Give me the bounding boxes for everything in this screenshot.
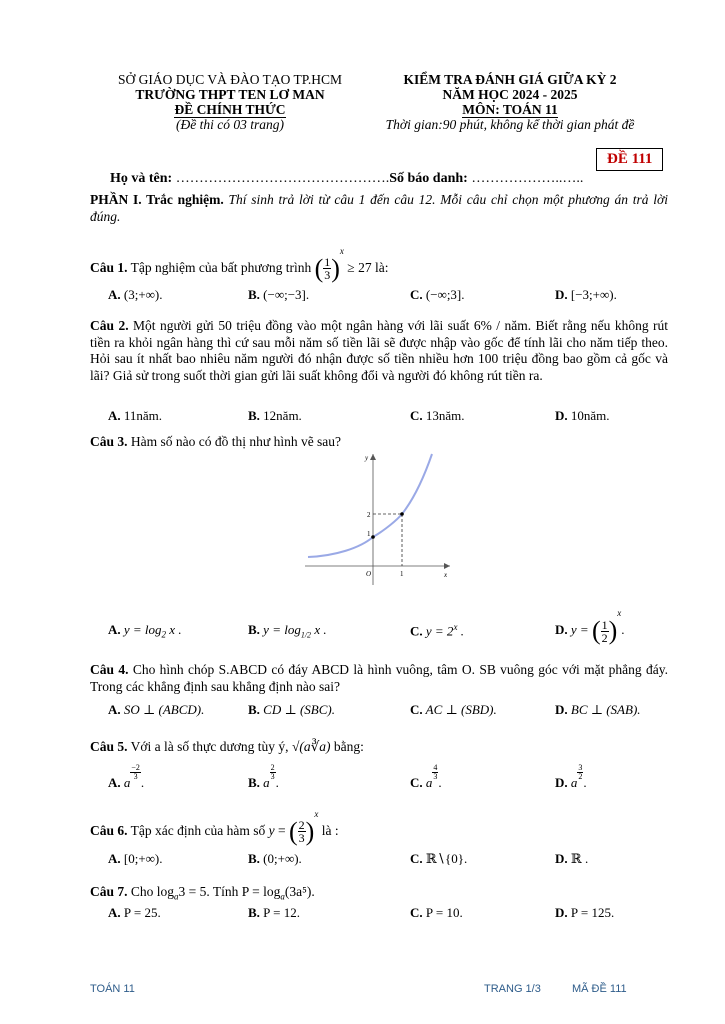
q7-text3: (3a⁵). bbox=[284, 884, 315, 899]
tick-y-1: 1 bbox=[367, 530, 371, 538]
page-count-note: (Đề thi có 03 trang) bbox=[176, 117, 284, 132]
q3-option-a[interactable]: A. $y = \log_2 x$ . bbox=[108, 622, 182, 640]
q1-option-b[interactable]: B. (−∞;−3]. bbox=[248, 287, 310, 302]
exam-code-box: ĐỀ 111 bbox=[596, 148, 663, 171]
q6-option-c[interactable]: C. ℝ∖{0}. bbox=[410, 851, 468, 866]
q4-label: Câu 4. bbox=[90, 662, 129, 677]
q3-text: Hàm số nào có đồ thị như hình vẽ sau? bbox=[130, 434, 342, 449]
point-0-1 bbox=[371, 535, 375, 539]
school-name: TRƯỜNG THPT TEN LƠ MAN bbox=[135, 87, 325, 102]
q7-option-c[interactable]: C. P = 10. bbox=[410, 905, 463, 920]
q1-tail: ≥ 27 là: bbox=[347, 260, 389, 275]
id-dots: ………………..….. bbox=[471, 171, 584, 186]
q4-text: Cho hình chóp S.ABCD có đáy ABCD là hình vuông, tâm O. SB vuông góc với mặt phẳng đáy. Trong các khẳng định sau khẳng định nào sai? bbox=[90, 662, 668, 694]
q3-option-c[interactable]: C. $y = 2^x$ . bbox=[410, 622, 464, 639]
q1-text: Tập nghiệm của bất phương trình bbox=[130, 260, 312, 275]
question-4 bbox=[90, 662, 668, 695]
exam-title: KIỂM TRA ĐÁNH GIÁ GIỮA KỲ 2 bbox=[403, 72, 617, 87]
q5-tail: bằng: bbox=[333, 739, 364, 754]
q6-text: Tập xác định của hàm số bbox=[130, 823, 266, 838]
x-label: x bbox=[444, 571, 448, 579]
q5-option-c[interactable]: C. a $\frac{4}{3}$ . bbox=[410, 763, 442, 790]
official-label: ĐỀ CHÍNH THỨC bbox=[174, 102, 286, 117]
q7-option-d[interactable]: D. P = 125. bbox=[555, 905, 615, 920]
q5-text: Với a là số thực dương tùy ý, bbox=[130, 739, 289, 754]
q1-option-a[interactable]: A. (3;+∞). bbox=[108, 287, 163, 302]
q5-option-a[interactable]: A. a $\frac{-2}{3}$ . bbox=[108, 763, 145, 790]
time-note: Thời gian:90 phút, không kể thời gian phát đề bbox=[385, 117, 635, 132]
q6-option-b[interactable]: B. (0;+∞). bbox=[248, 851, 302, 866]
q3-label: Câu 3. bbox=[90, 434, 128, 449]
q1-option-c[interactable]: C. (−∞;3]. bbox=[410, 287, 465, 302]
q3-option-d[interactable]: D. y = ( $\frac{1}{2}$ )$^x$. bbox=[555, 608, 625, 646]
q4-option-c[interactable]: C. AC ⊥ (SBD). bbox=[410, 702, 497, 717]
q4-option-b[interactable]: B. CD ⊥ (SBC). bbox=[248, 702, 335, 717]
q7-text2: 3 = 5. Tính P = log bbox=[178, 884, 281, 899]
q7-option-b[interactable]: B. P = 12. bbox=[248, 905, 301, 920]
question-6: Câu 6. Tập xác định của hàm số y = ( $\frac{2}{3}$ )$^x$ là : bbox=[90, 809, 339, 846]
origin-label: O bbox=[366, 570, 372, 578]
point-1-2 bbox=[400, 512, 404, 516]
exp-curve bbox=[308, 454, 432, 557]
q2-option-a[interactable]: A. 11năm. bbox=[108, 408, 163, 423]
q2-option-d[interactable]: D. 10năm. bbox=[555, 408, 610, 423]
y-axis-arrow bbox=[370, 454, 376, 460]
q3-option-b[interactable]: B. $y = \log_{1/2} x$ . bbox=[248, 622, 327, 640]
q6-option-d[interactable]: D. ℝ . bbox=[555, 851, 589, 866]
question-7: Câu 7. Cho $\log_a3 = 5$. Tính $P = \log_a(3a^5)$. bbox=[90, 884, 315, 902]
q6-option-a[interactable]: A. [0;+∞). bbox=[108, 851, 163, 866]
tick-x-1: 1 bbox=[400, 570, 404, 578]
footer-page: TRANG 1/3 bbox=[484, 983, 541, 995]
q5-option-b[interactable]: B. a $\frac{2}{3}$ . bbox=[248, 763, 279, 790]
q2-option-c[interactable]: C. 13năm. bbox=[410, 408, 465, 423]
q4-option-d[interactable]: D. BC ⊥ (SAB). bbox=[555, 702, 641, 717]
q6-label: Câu 6. bbox=[90, 823, 128, 838]
q7-text: Cho log bbox=[130, 884, 175, 899]
question-3 bbox=[90, 434, 668, 451]
q2-text: Một người gửi 50 triệu đồng vào một ngân hàng với lãi suất 6% / năm. Biết rằng nếu không rút tiền ra khỏi ngân hàng thì cứ sau mỗi năm số tiền lãi sẽ được nhập vào gốc để tính lãi cho năm tiếp theo. Hỏi sau ít nhất bao nhiêu năm người đó nhận được số tiền nhiều hơn 100 triệu đồng bao gồm cả gốc và lãi? Giả sử trong suốt thời gian gửi lãi suất không đổi và người đó không rút tiền ra. bbox=[90, 318, 669, 383]
question-2 bbox=[90, 318, 668, 384]
q5-label: Câu 5. bbox=[90, 739, 128, 754]
header-right bbox=[370, 72, 650, 132]
q1-option-d[interactable]: D. [−3;+∞). bbox=[555, 287, 617, 302]
tick-y-2: 2 bbox=[367, 511, 371, 519]
q1-label: Câu 1. bbox=[90, 260, 128, 275]
header-left bbox=[80, 72, 380, 132]
school-year: NĂM HỌC 2024 - 2025 bbox=[442, 87, 578, 102]
part1-heading bbox=[90, 192, 668, 225]
q4-option-a[interactable]: A. SO ⊥ (ABCD). bbox=[108, 702, 205, 717]
q2-option-b[interactable]: B. 12năm. bbox=[248, 408, 302, 423]
q6-tail: là : bbox=[321, 823, 339, 838]
student-info bbox=[110, 171, 583, 187]
footer-code: MÃ ĐỀ 111 bbox=[572, 983, 627, 995]
q3-graph bbox=[305, 450, 455, 590]
q5-option-d[interactable]: D. a $\frac{3}{2}$ . bbox=[555, 763, 587, 790]
name-dots: ………………………………………. bbox=[175, 171, 390, 186]
q7-option-a[interactable]: A. P = 25. bbox=[108, 905, 161, 920]
q2-label: Câu 2. bbox=[90, 318, 129, 333]
id-label: Số báo danh: bbox=[389, 171, 468, 186]
question-5: Câu 5. Với a là số thực dương tùy ý, √(a∛a) bằng: bbox=[90, 739, 364, 754]
part1-title: PHẦN I. Trắc nghiệm. bbox=[90, 192, 224, 207]
part1-instruction: Thí sinh trả lời từ câu 1 đến câu 12. Mỗi câu chỉ chọn một phương án trả lời đúng. bbox=[90, 192, 669, 224]
subject: MÔN: TOÁN 11 bbox=[462, 102, 558, 117]
name-label: Họ và tên: bbox=[110, 171, 173, 186]
question-1: Câu 1. Tập nghiệm của bất phương trình ( $\frac{1}{3}$ )$^x$ ≥ 27 là: bbox=[90, 246, 389, 283]
q7-label: Câu 7. bbox=[90, 884, 128, 899]
dept-name: SỞ GIÁO DỤC VÀ ĐÀO TẠO TP.HCM bbox=[118, 72, 342, 87]
footer-subject: TOÁN 11 bbox=[90, 983, 135, 995]
y-label: y bbox=[365, 454, 369, 462]
x-axis-arrow bbox=[444, 563, 450, 569]
